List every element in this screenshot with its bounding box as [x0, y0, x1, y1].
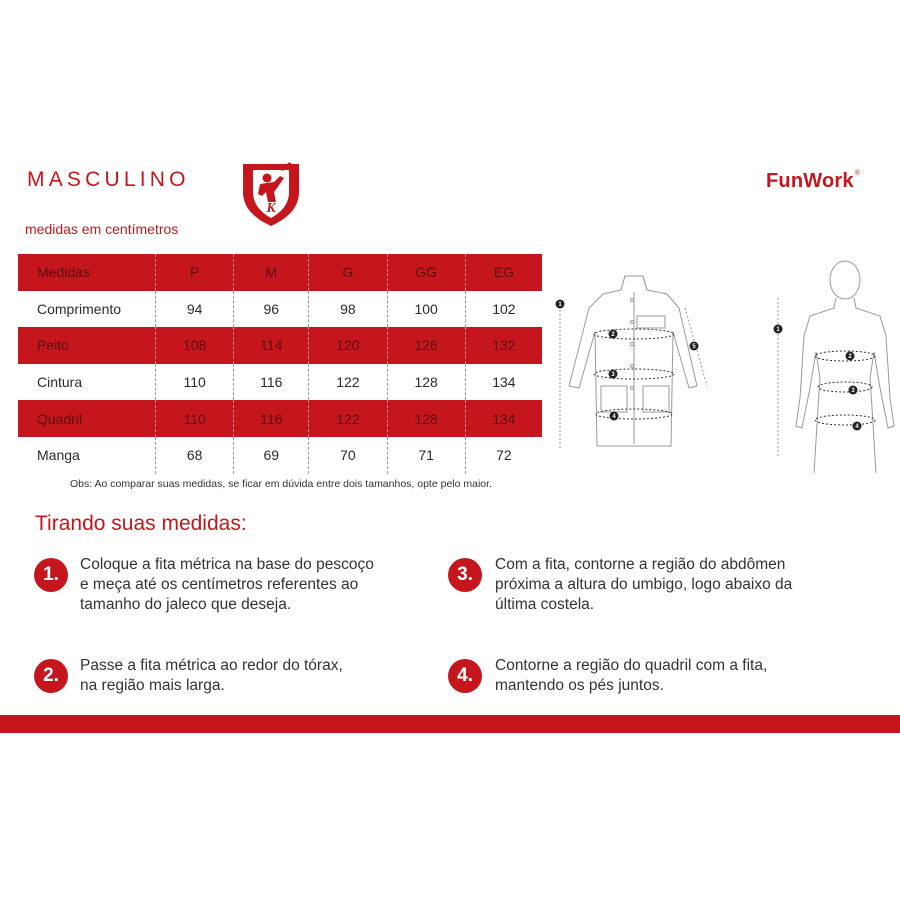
body-diagram	[770, 258, 895, 473]
table-cell: 108	[156, 327, 234, 364]
howto-title: Tirando suas medidas:	[35, 512, 247, 535]
size-table	[18, 254, 542, 474]
table-row	[18, 400, 542, 437]
row-label: Cintura	[18, 364, 156, 401]
column-header: P	[156, 254, 234, 291]
table-row	[18, 327, 542, 364]
step-number-badge: 1.	[34, 558, 68, 592]
table-cell: 98	[309, 291, 387, 328]
coat-marker-1: 1	[558, 302, 562, 309]
table-cell: 126	[387, 327, 465, 364]
table-cell: 102	[492, 300, 516, 317]
body-marker-1: 1	[776, 327, 780, 334]
body-marker-3: 3	[851, 388, 855, 395]
table-cell: 116	[234, 400, 309, 437]
table-cell: 114	[234, 327, 309, 364]
step-text: Coloque a fita métrica na base do pescoço e meça até os centímetros referentes ao tamanho do jaleco que deseja.	[80, 556, 374, 613]
coat-marker-2: 2	[611, 332, 615, 339]
step-number-badge: 3.	[448, 558, 482, 592]
table-cell: 128	[387, 400, 465, 437]
registered-mark: ®	[854, 170, 861, 177]
row-label: Comprimento	[18, 291, 156, 328]
table-header-row	[18, 254, 542, 291]
brand-logo	[766, 170, 860, 193]
table-cell: 122	[309, 364, 387, 401]
table-cell: 96	[234, 291, 309, 328]
table-cell: 94	[156, 291, 234, 328]
brand-name: FunWork	[766, 170, 854, 192]
table-row	[18, 437, 542, 474]
table-cell: 69	[234, 437, 309, 474]
table-row	[18, 291, 542, 328]
column-header: M	[234, 254, 309, 291]
table-cell: 128	[387, 364, 465, 401]
column-header: G	[309, 254, 387, 291]
table-cell: 110	[156, 400, 234, 437]
row-label: Manga	[18, 437, 156, 474]
table-row	[18, 364, 542, 401]
footer-bar	[0, 715, 900, 733]
step-number-badge: 4.	[448, 659, 482, 693]
table-cell: 68	[156, 437, 234, 474]
shield-letter: K	[266, 201, 276, 216]
column-header: GG	[387, 254, 465, 291]
table-cell: 132	[492, 337, 516, 354]
shield-logo-icon	[240, 162, 302, 228]
observation-note: Obs: Ao comparar suas medidas, se ficar em dúvida entre dois tamanhos, opte pelo maior.	[70, 478, 492, 490]
table-cell: 116	[234, 364, 309, 401]
row-label: Peito	[18, 327, 156, 364]
step-text: Com a fita, contorne a região do abdômen próxima a altura do umbigo, logo abaixo da última costela.	[495, 556, 793, 613]
table-cell: 100	[387, 291, 465, 328]
row-label: Quadril	[18, 400, 156, 437]
table-cell: 134	[492, 374, 516, 391]
table-cell: 134	[492, 410, 516, 427]
step-number-badge: 2.	[34, 659, 68, 693]
step-text: Contorne a região do quadril com a fita, mantendo os pés juntos.	[495, 657, 768, 694]
table-cell: 71	[387, 437, 465, 474]
table-cell: 70	[309, 437, 387, 474]
coat-marker-3: 3	[611, 372, 615, 379]
column-header: EG	[493, 264, 515, 281]
table-cell: 72	[496, 447, 512, 464]
table-cell: 120	[309, 327, 387, 364]
table-cell: 110	[156, 364, 234, 401]
table-cell: 122	[309, 400, 387, 437]
column-header: Medidas	[18, 254, 156, 291]
page-title: MASCULINO	[27, 168, 190, 191]
lab-coat-diagram	[555, 268, 715, 468]
step-text: Passe a fita métrica ao redor do tórax, na região mais larga.	[80, 657, 343, 694]
coat-marker-5: 5	[692, 344, 696, 351]
body-marker-4: 4	[855, 424, 859, 431]
body-marker-2: 2	[848, 354, 852, 361]
coat-marker-4: 4	[612, 414, 616, 421]
units-subtitle: medidas em centímetros	[25, 221, 179, 237]
